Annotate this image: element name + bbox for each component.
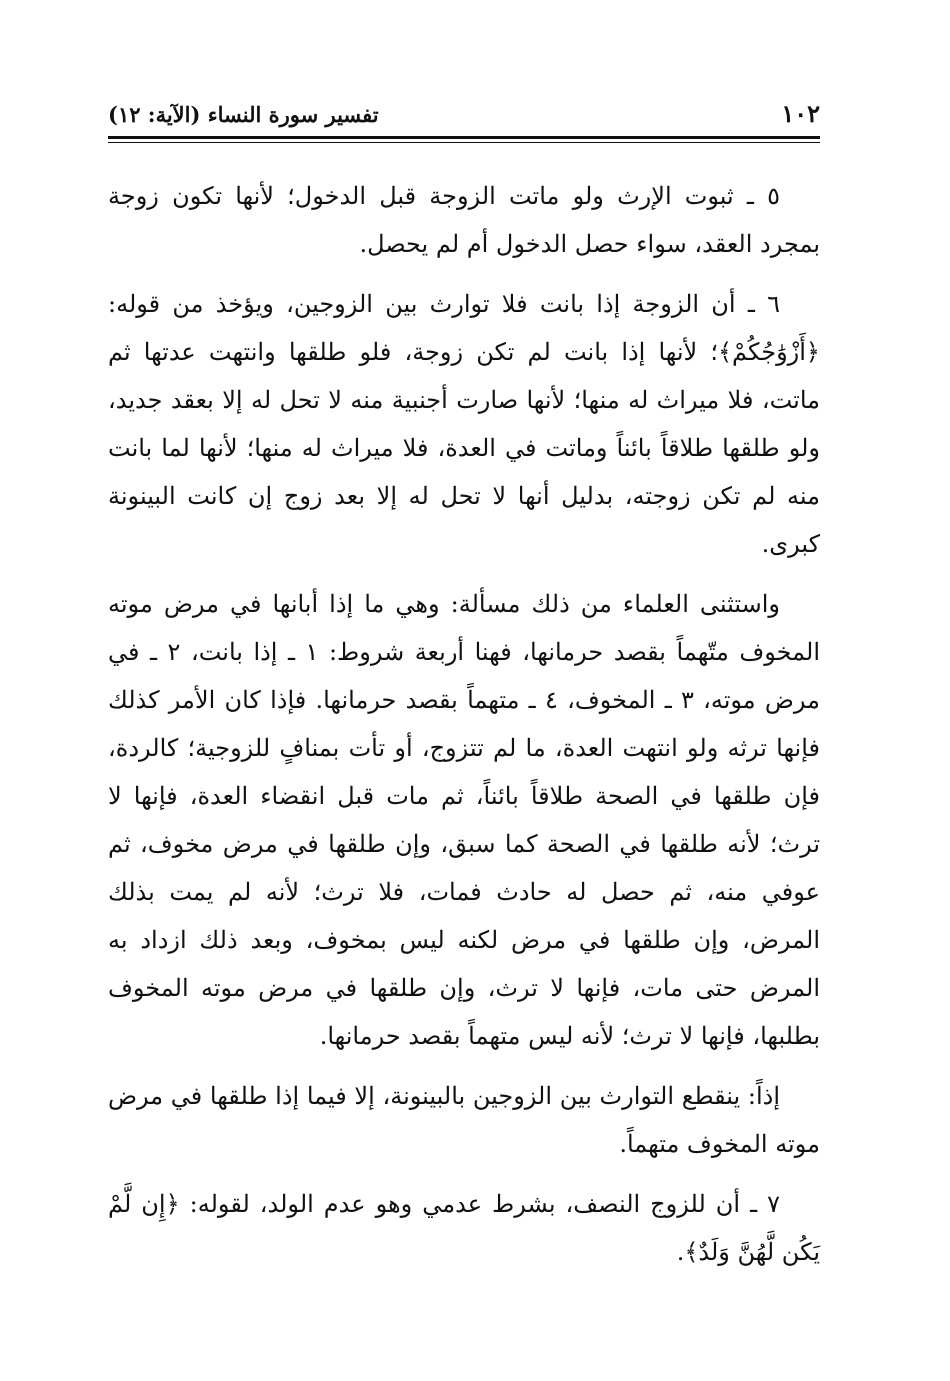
paragraph-irrevocable-divorce: ٦ ـ أن الزوجة إذا بانت فلا توارث بين الزوجين، ويؤخذ من قوله: ﴿أَزْوَٰجُكُمْ﴾؛ لأنها إذا بانت لم تكن زوجة، فلو طلقها وانتهت عدتها ثم ماتت، فلا ميراث له منها؛ لأنها صارت أجنبية منه لا تحل له إلا بعقد جديد، ولو طلقها طلاقاً بائناً وماتت في العدة، فلا ميراث له منها؛ لأنها لما بانت منه لم تكن زوجته، بدليل أنها لا تحل له إلا بعد زوج إن كانت البينونة كبرى. — [108, 290, 821, 558]
paragraph-exception-fatal-illness: واستثنى العلماء من ذلك مسألة: وهي ما إذا أبانها في مرض موته المخوف متّهماً بقصد حرمانها، فهنا أربعة شروط: ١ ـ إذا بانت، ٢ ـ في مرض موته، ٣ ـ المخوف، ٤ ـ متهماً بقصد حرمانها. فإذا كان الأمر كذلك فإنها ترثه ولو انتهت العدة، ما لم تتزوج، أو تأت بمنافٍ للزوجية؛ كالردة، فإن طلقها في الصحة طلاقاً بائناً، ثم مات قبل انقضاء العدة، فإنها لا ترث؛ لأنه طلقها في الصحة كما سبق، وإن طلقها في مرض مخوف، ثم عوفي منه، ثم حصل له حادث فمات، فلا ترث؛ لأنه لم يمت بذلك المرض، وإن طلقها في مرض لكنه ليس بمخوف، وبعد ذلك ازداد به المرض حتى مات، فإنها لا ترث، وإن طلقها في مرض موته المخوف بطلبها، فإنها لا ترث؛ لأنه ليس متهماً بقصد حرمانها. — [108, 590, 821, 1050]
paragraph-conclusion: إذاً: ينقطع التوارث بين الزوجين بالبينونة، إلا فيما إذا طلقها في مرض موته المخوف متهماً. — [108, 1082, 820, 1158]
running-title: تفسير سورة النساء (الآية: ١٢) — [108, 102, 379, 127]
header-rule-thick — [108, 136, 820, 139]
page-body — [108, 172, 820, 1288]
page-header — [108, 96, 820, 134]
page-number: ١٠٢ — [781, 99, 820, 128]
header-rule-thin — [108, 142, 820, 143]
paragraph-inheritance-before-consummation: ٥ ـ ثبوت الإرث ولو ماتت الزوجة قبل الدخول؛ لأنها تكون زوجة بمجرد العقد، سواء حصل الدخول أم لم يحصل. — [108, 182, 820, 258]
paragraph-husband-half-share: ٧ ـ أن للزوج النصف، بشرط عدمي وهو عدم الولد، لقوله: ﴿إِن لَّمْ يَكُن لَّهُنَّ وَلَدٌ﴾. — [108, 1190, 820, 1266]
